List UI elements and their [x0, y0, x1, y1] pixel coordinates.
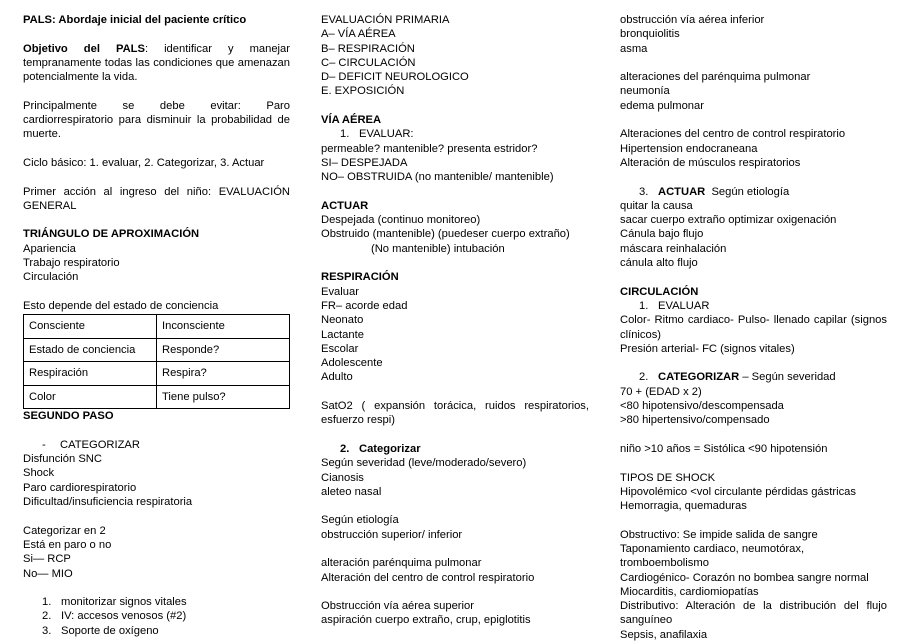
- list-number: 2.: [639, 371, 649, 384]
- control-item: Alteraciones del centro de control respiratorio: [620, 128, 846, 141]
- triangle-item: Circulación: [23, 271, 79, 284]
- table-row: [24, 338, 290, 362]
- list-text: monitorizar signos vitales: [61, 596, 187, 609]
- table-cell: Color: [24, 385, 157, 409]
- hypovolemic-item: Hemorragia, quemaduras: [620, 500, 747, 513]
- act-item: Obstruido (mantenible) (puedeser cuerpo extraño): [321, 228, 570, 241]
- primary-item: EVALUACIÓN PRIMARIA: [321, 14, 450, 26]
- act-indented-item: (No mantenible) intubación: [371, 242, 505, 255]
- table-row: [24, 385, 290, 409]
- table-cell: Estado de conciencia: [24, 338, 157, 362]
- categorize-label: Categorizar: [359, 442, 421, 455]
- airway-heading: VÍA AÉREA: [321, 114, 382, 127]
- categorize-bullet-item: [23, 438, 290, 452]
- numbered-item: [23, 595, 290, 609]
- pressure-item: >80 hipertensivo/compensado: [620, 414, 770, 427]
- airway-item: permeable? mantenible? presenta estridor?: [321, 142, 538, 155]
- table-cell: Consciente: [24, 315, 157, 339]
- circulation-heading: CIRCULACIÓN: [620, 285, 699, 298]
- lower-obstruction-item: bronquiolitis: [620, 28, 680, 41]
- respiration-item: Adulto: [321, 371, 353, 384]
- severity-item: Cianosis: [321, 471, 364, 484]
- first-action-paragraph: Primer acción al ingreso del niño: EVALUACIÓN GENERAL: [23, 185, 290, 212]
- control-item: Alteración de músculos respiratorios: [620, 156, 801, 169]
- act-action-item: cánula alto flujo: [620, 257, 698, 270]
- parenchyma-item: edema pulmonar: [620, 99, 704, 112]
- circulation-eval-item: [620, 299, 887, 313]
- respiration-item: Lactante: [321, 328, 364, 341]
- categorize-label: CATEGORIZAR: [60, 438, 140, 451]
- pressure-item: <80 hipotensivo/descompensada: [620, 400, 784, 413]
- respiration-item: Neonato: [321, 314, 364, 327]
- categorize2-item: Categorizar en 2: [23, 524, 106, 537]
- alteration-item: alteración parénquima pulmonar: [321, 557, 482, 570]
- act-item: Despejada (continuo monitoreo): [321, 214, 481, 227]
- circulation-pressure-text: Presión arterial- FC (signos vitales): [620, 342, 795, 355]
- page-title: PALS: Abordaje inicial del paciente crítico: [23, 14, 247, 26]
- triangle-item: Apariencia: [23, 242, 76, 255]
- list-number: 1.: [639, 299, 649, 312]
- act-action-item: sacar cuerpo extraño optimizar oxigenación: [620, 214, 837, 227]
- upper-obstruction-item: Obstrucción vía aérea superior: [321, 600, 474, 613]
- categorize2-item: Si— RCP: [23, 553, 71, 566]
- objective-text: : identificar y manejar tempranamente todas las condiciones que amenazan potencialmente la vida.: [23, 42, 290, 84]
- list-text: Soporte de oxígeno: [61, 624, 159, 637]
- list-number: 1.: [340, 128, 350, 141]
- primary-item: A– VÍA AÉREA: [321, 28, 396, 41]
- saturation-paragraph: SatO2 ( expansión torácica, ruidos respiratorios, esfuerzo respi): [321, 400, 589, 427]
- categorize-item: [321, 442, 589, 456]
- bullet-marker: -: [42, 438, 46, 451]
- child-pressure-text: niño >10 años = Sistólica <90 hipotensión: [620, 442, 828, 455]
- obstructive-item: Cardiogénico- Corazón no bombea sangre normal: [620, 571, 869, 584]
- respiration-heading: RESPIRACIÓN: [321, 271, 399, 284]
- column-1: [23, 13, 290, 638]
- table-cell: Respiración: [24, 362, 157, 386]
- parenchyma-item: neumonía: [620, 85, 670, 98]
- primary-item: D– DEFICIT NEUROLOGICO: [321, 71, 469, 84]
- control-item: Hipertension endocraneana: [620, 142, 758, 155]
- triangle-heading: TRIÁNGULO DE APROXIMACIÓN: [23, 228, 200, 241]
- circulation-color-text: Color- Ritmo cardiaco- Pulso- llenado capilar (signos clínicos): [620, 314, 887, 341]
- categorize-label: CATEGORIZAR: [658, 371, 740, 384]
- categorize-item: Shock: [23, 467, 55, 480]
- obstructive-item: Miocarditis, cardiomiopatías: [620, 585, 759, 598]
- table-cell: Respira?: [157, 362, 290, 386]
- second-step-heading: SEGUNDO PASO: [23, 410, 114, 423]
- airway-eval-item: [321, 127, 589, 141]
- act-suffix: Según etiología: [705, 185, 790, 198]
- respiration-item: FR– acorde edad: [321, 299, 408, 312]
- respiration-item: Escolar: [321, 342, 359, 355]
- lower-obstruction-item: obstrucción vía aérea inferior: [620, 14, 765, 26]
- categorize2-item: No— MIO: [23, 567, 73, 580]
- parenchyma-item: alteraciones del parénquima pulmonar: [620, 71, 811, 84]
- table-cell: Responde?: [157, 338, 290, 362]
- respiration-item: Evaluar: [321, 285, 359, 298]
- triangle-item: Trabajo respiratorio: [23, 257, 120, 270]
- respiration-item: Adolescente: [321, 357, 383, 370]
- obstructive-item: Obstructivo: Se impide salida de sangre: [620, 528, 818, 541]
- table-row: [24, 362, 290, 386]
- table-cell: Inconsciente: [157, 315, 290, 339]
- consciousness-text: Esto depende del estado de conciencia: [23, 299, 219, 312]
- act-action-item: quitar la causa: [620, 199, 693, 212]
- list-text: IV: accesos venosos (#2): [61, 610, 187, 623]
- act-item: [620, 185, 887, 199]
- airway-eval-label: EVALUAR:: [359, 128, 414, 141]
- sepsis-text: Sepsis, anafilaxia: [620, 628, 708, 641]
- hypovolemic-item: Hipovolémico <vol circulante pérdidas gástricas: [620, 485, 856, 498]
- act-action-item: Cánula bajo flujo: [620, 228, 704, 241]
- act-action-item: máscara reinhalación: [620, 242, 727, 255]
- numbered-item: [23, 609, 290, 623]
- list-number: 1.: [42, 596, 52, 609]
- cycle-paragraph: Ciclo básico: 1. evaluar, 2. Categorizar, 3. Actuar: [23, 156, 265, 169]
- list-number: 3.: [42, 624, 52, 637]
- list-number: 2.: [340, 442, 350, 455]
- primary-item: C– CIRCULACIÓN: [321, 56, 416, 69]
- upper-obstruction-item: aspiración cuerpo extraño, crup, epiglotitis: [321, 614, 531, 627]
- etiology-item: Según etiología: [321, 514, 399, 527]
- categorize-item: Paro cardiorespiratorio: [23, 481, 137, 494]
- shock-heading: TIPOS DE SHOCK: [620, 471, 716, 484]
- pressure-item: 70 + (EDAD x 2): [620, 385, 702, 398]
- table-row: [24, 315, 290, 339]
- objective-paragraph: [23, 42, 290, 85]
- alteration-item: Alteración del centro de control respiratorio: [321, 571, 535, 584]
- distributive-text: Distributivo: Alteración de la distribución del flujo sanguíneo: [620, 600, 887, 627]
- categorize-item: Disfunción SNC: [23, 453, 102, 466]
- column-2: [321, 13, 589, 628]
- list-number: 2.: [42, 610, 52, 623]
- avoid-paragraph: Principalmente se debe evitar: Paro cardiorrespiratorio para disminuir la probabilidad de muerte.: [23, 99, 290, 141]
- obstructive-item: Taponamiento cardiaco, neumotórax, tromboembolismo: [620, 542, 805, 570]
- numbered-item: [23, 624, 290, 638]
- severity-item: Según severidad (leve/moderado/severo): [321, 457, 527, 470]
- airway-item: SI– DESPEJADA: [321, 156, 408, 169]
- list-number: 3.: [639, 185, 649, 198]
- etiology-item: obstrucción superior/ inferior: [321, 528, 463, 541]
- categorize-suffix: – Según severidad: [739, 371, 836, 384]
- column-3: [620, 13, 887, 642]
- categorize-item: Dificultad/insuficiencia respiratoria: [23, 496, 193, 509]
- circulation-eval-label: EVALUAR: [658, 299, 710, 312]
- table-cell: Tiene pulso?: [157, 385, 290, 409]
- assessment-table: [23, 314, 290, 409]
- categorize2-item: Está en paro o no: [23, 538, 112, 551]
- primary-item: E. EXPOSICIÓN: [321, 85, 405, 98]
- objective-label: Objetivo del PALS: [23, 42, 145, 55]
- severity-item: aleteo nasal: [321, 485, 382, 498]
- lower-obstruction-item: asma: [620, 42, 648, 55]
- categorize-item: [620, 370, 887, 384]
- airway-item: NO– OBSTRUIDA (no mantenible/ mantenible): [321, 171, 554, 184]
- act-heading: ACTUAR: [321, 199, 369, 212]
- act-label: ACTUAR: [658, 185, 706, 198]
- primary-item: B– RESPIRACIÓN: [321, 42, 415, 55]
